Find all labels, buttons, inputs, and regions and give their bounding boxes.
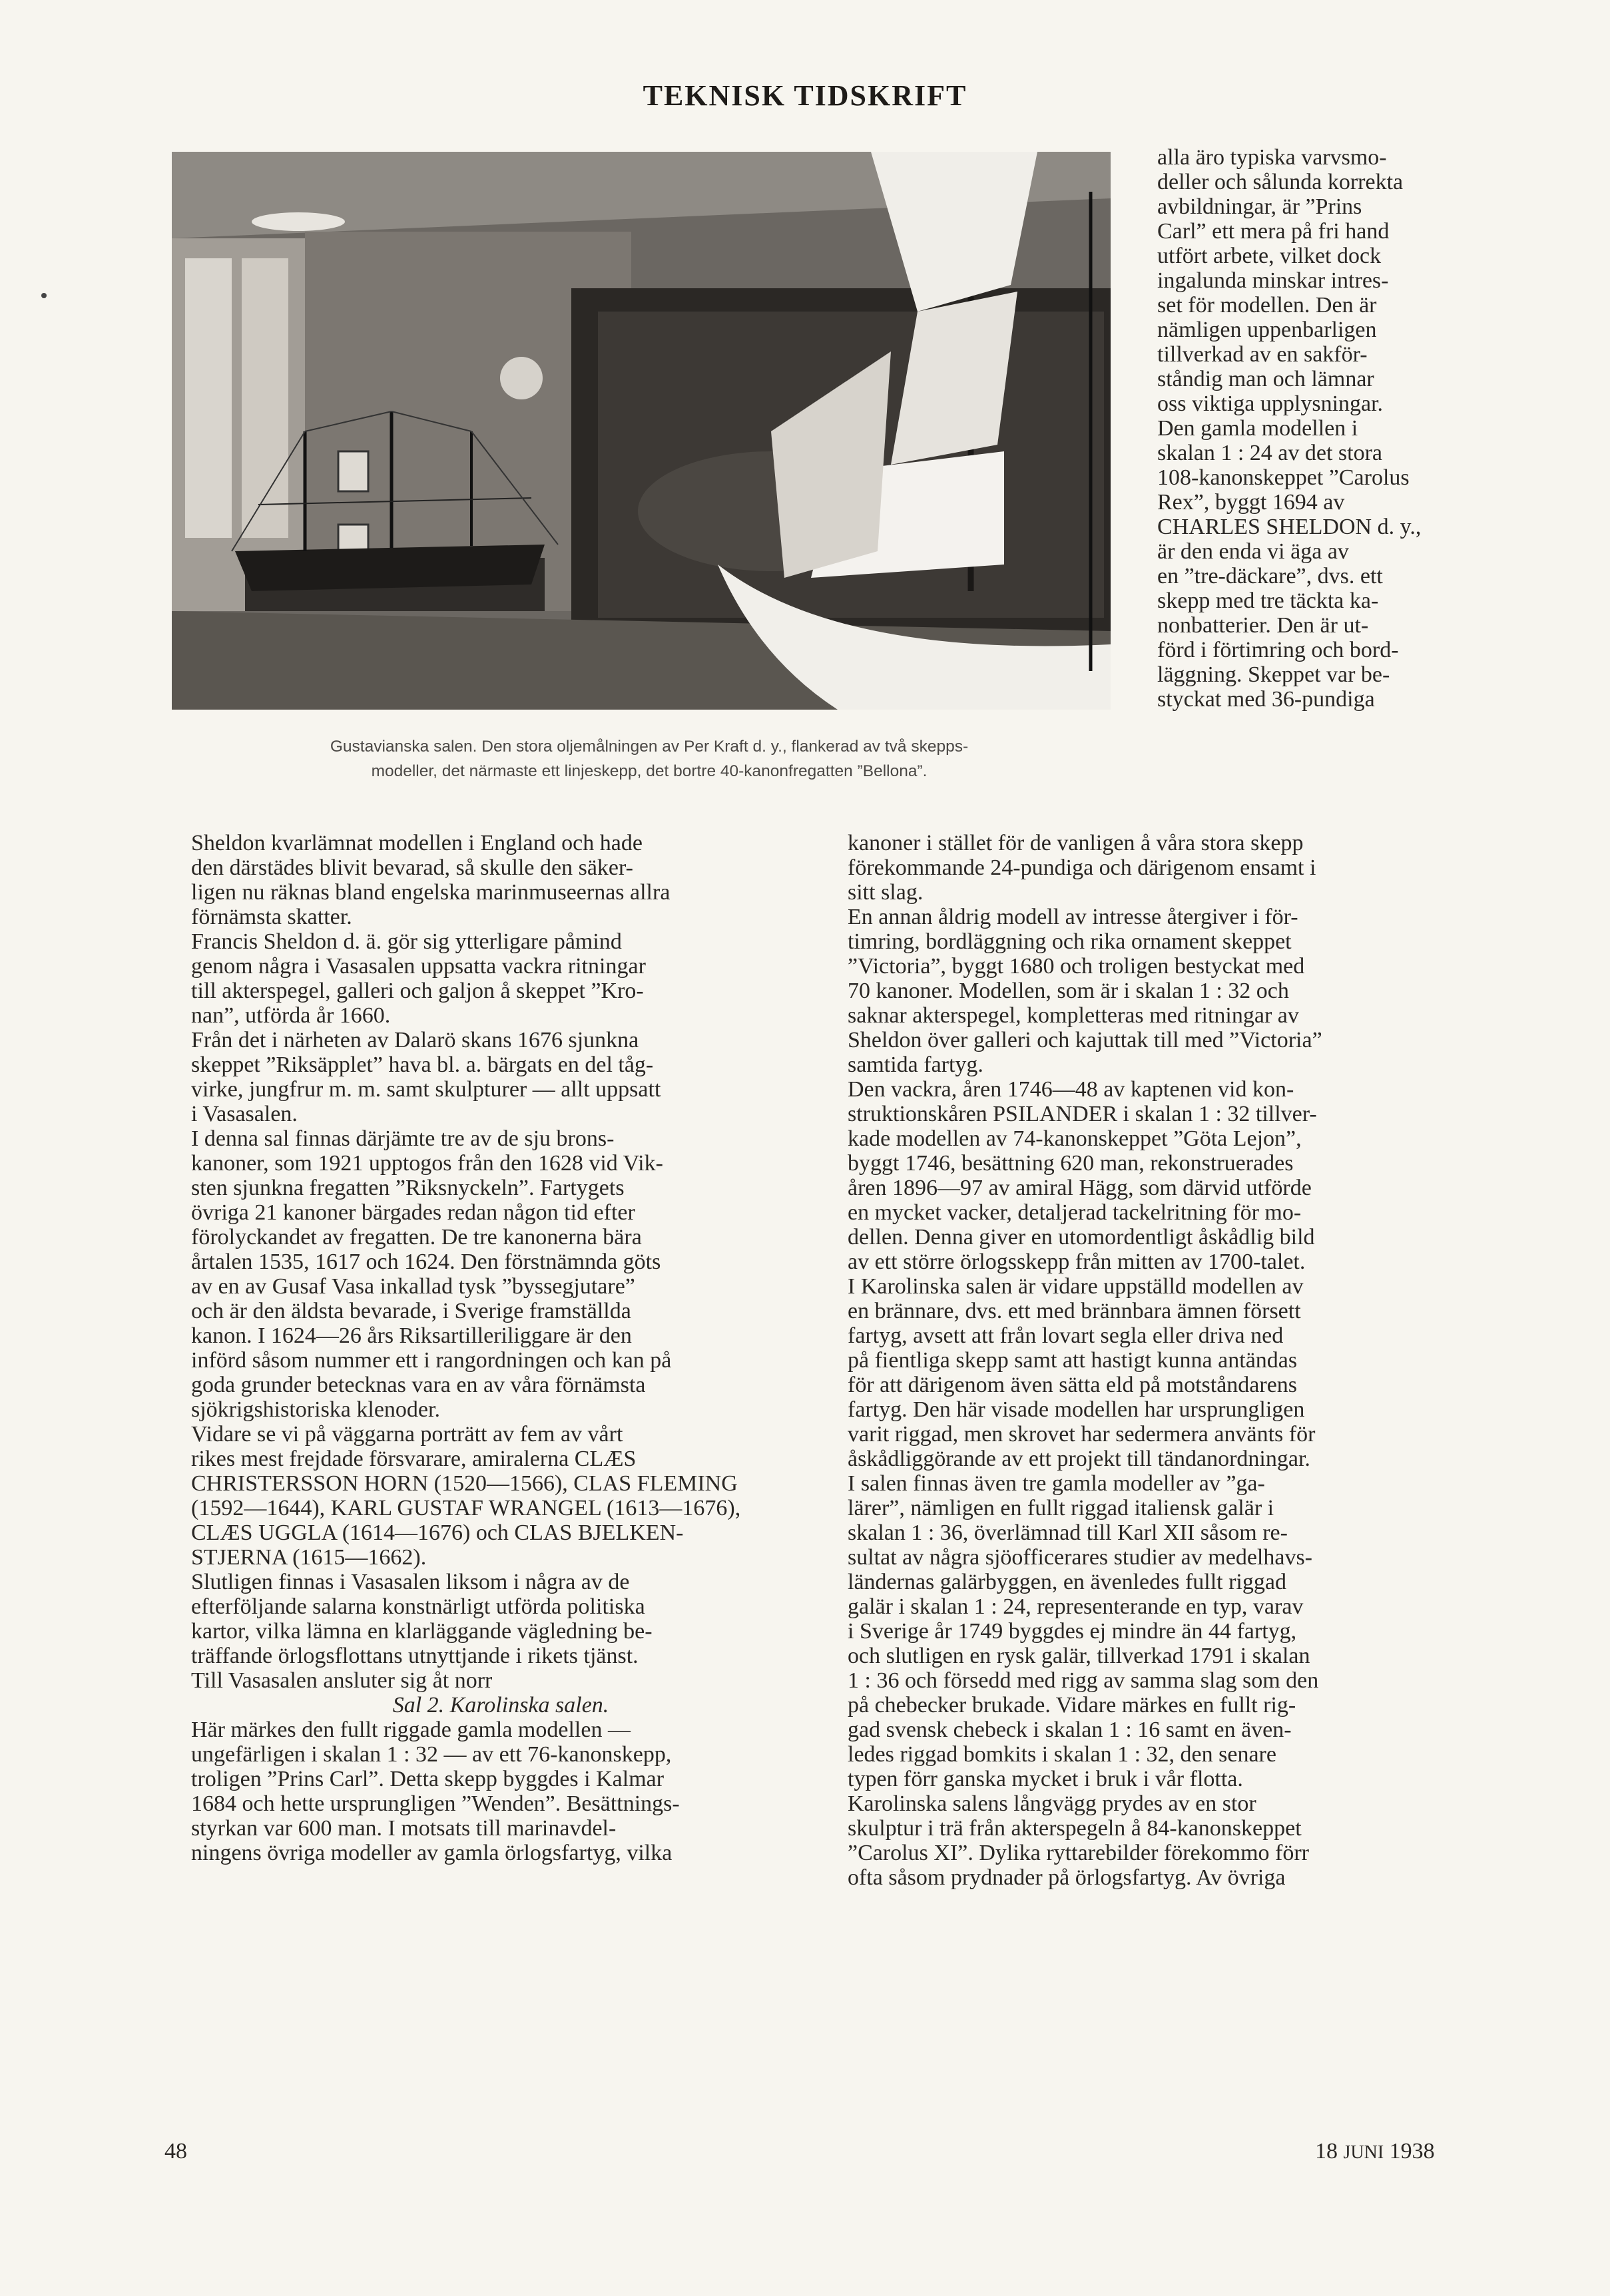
text-line: träffande örlogsflottans utnyttjande i rikets tjänst. (191, 1644, 639, 1668)
text-line: CHRISTERSSON HORN (1520—1566), CLAS FLEMING (191, 1471, 738, 1496)
text-line: saknar akterspegel, kompletteras med ritningar av (848, 1003, 1299, 1028)
issue-month: JUNI (1343, 2142, 1384, 2163)
text-line: avbildningar, är ”Prins (1157, 194, 1362, 219)
text-line: en brännare, dvs. ett med brännbara ämnen försett (848, 1299, 1301, 1323)
text-line: nonbatterier. Den är ut- (1157, 613, 1369, 638)
scan-speck (41, 293, 47, 298)
text-line: rikes mest frejdade försvarare, amiralerna CLÆS (191, 1447, 637, 1471)
text-line: set för modellen. Den är (1157, 293, 1377, 318)
text-line: Slutligen finnas i Vasasalen liksom i några av de (191, 1570, 630, 1594)
text-line: sjökrigshistoriska klenoder. (191, 1397, 440, 1422)
text-line: CHARLES SHELDON d. y., (1157, 515, 1422, 539)
issue-date (1315, 2139, 1435, 2164)
text-line: i Vasasalen. (191, 1102, 298, 1126)
text-line: den därstädes blivit bevarad, så skulle den säker- (191, 855, 633, 880)
text-line: skalan 1 : 24 av det stora (1157, 441, 1383, 465)
text-line: på fientliga skepp samt att hastigt kunna antändas (848, 1348, 1298, 1373)
text-line: och är den äldsta bevarade, i Sverige framställda (191, 1299, 631, 1323)
left-column (191, 831, 810, 1865)
text-line: ståndig man och lämnar (1157, 367, 1374, 391)
text-line: I salen finnas även tre gamla modeller av ”ga- (848, 1471, 1265, 1496)
text-line: åskådliggörande av ett projekt till tändanordningar. (848, 1447, 1310, 1471)
text-line: skulptur i trä från akterspegeln å 84-kanonskeppet (848, 1816, 1302, 1841)
right-column (848, 831, 1487, 1890)
text-line: en ”tre-däckare”, dvs. ett (1157, 564, 1383, 588)
text-line: varit riggad, men skrovet har sedermera använts för (848, 1422, 1316, 1447)
text-line: genom några i Vasasalen uppsatta vackra ritningar (191, 954, 646, 979)
text-line: I Karolinska salen är vidare uppställd modellen av (848, 1274, 1304, 1299)
text-line: skalan 1 : 36, överlämnad till Karl XII såsom re- (848, 1520, 1288, 1545)
text-line: Rex”, byggt 1694 av (1157, 490, 1345, 515)
text-line: en mycket vacker, detaljerad tackelritning för mo- (848, 1200, 1302, 1225)
text-line: övriga 21 kanoner bärgades redan någon tid efter (191, 1200, 635, 1225)
text-line: förnämsta skatter. (191, 905, 352, 929)
text-line: 1 : 36 och försedd med rigg av samma slag som den (848, 1668, 1319, 1693)
text-line: Från det i närheten av Dalarö skans 1676 sjunkna (191, 1028, 639, 1052)
caption-line-2: modeller, det närmaste ett linjeskepp, det bortre 40-kanonfregatten ”Bellona”. (371, 762, 928, 780)
text-line: timring, bordläggning och rika ornament skeppet (848, 929, 1292, 954)
text-line: styrkan var 600 man. I motsats till marinavdel- (191, 1816, 617, 1841)
text-line: samtida fartyg. (848, 1052, 983, 1077)
text-line: En annan åldrig modell av intresse återgiver i för- (848, 905, 1298, 929)
text-line: skepp med tre täckta ka- (1157, 588, 1379, 613)
text-line: styckat med 36-pundiga (1157, 687, 1375, 712)
issue-day: 18 (1315, 2139, 1338, 2164)
text-line: STJERNA (1615—1662). (191, 1545, 427, 1570)
issue-year: 1938 (1389, 2139, 1435, 2164)
text-line: förekommande 24-pundiga och därigenom ensamt i (848, 855, 1316, 880)
text-line: ledes riggad bomkits i skalan 1 : 32, den senare (848, 1742, 1276, 1767)
text-line: gad svensk chebeck i skalan 1 : 16 samt en även- (848, 1718, 1292, 1742)
text-line: Francis Sheldon d. ä. gör sig ytterligare påmind (191, 929, 622, 954)
text-line: i Sverige år 1749 byggdes ej mindre än 44 fartyg, (848, 1619, 1297, 1644)
text-line: Sheldon kvarlämnat modellen i England och hade (191, 831, 643, 855)
text-line: fartyg, avsett att från lovart segla eller driva ned (848, 1323, 1284, 1348)
text-line: nan”, utförda år 1660. (191, 1003, 391, 1028)
text-line: 1684 och hette ursprungligen ”Wenden”. Besättnings- (191, 1791, 680, 1816)
text-line: ofta såsom prydnader på örlogsfartyg. Av övriga (848, 1865, 1286, 1890)
text-line: utfört arbete, vilket dock (1157, 244, 1382, 268)
text-line: till akterspegel, galleri och galjon å skeppet ”Kro- (191, 979, 644, 1003)
text-line: Carl” ett mera på fri hand (1157, 219, 1390, 244)
text-line: ningens övriga modeller av gamla örlogsfartyg, vilka (191, 1841, 672, 1865)
text-line: Den gamla modellen i (1157, 416, 1358, 441)
caption-line-1: Gustavianska salen. Den stora oljemålningen av Per Kraft d. y., flankerad av två skepps- (330, 738, 969, 756)
text-line: förolyckandet av fregatten. De tre kanonerna bära (191, 1225, 642, 1250)
text-line: kartor, vilka lämna en klarläggande vägledning be- (191, 1619, 653, 1644)
text-line: fartyg. Den här visade modellen har ursprungligen (848, 1397, 1305, 1422)
text-line: I denna sal finnas därjämte tre av de sju brons- (191, 1126, 615, 1151)
text-line: ländernas galärbyggen, en ävenledes fullt riggad (848, 1570, 1286, 1594)
text-line: Här märkes den fullt riggade gamla modellen — (191, 1718, 631, 1742)
text-line: galär i skalan 1 : 24, representerande en typ, varav (848, 1594, 1304, 1619)
text-line: läggning. Skeppet var be- (1157, 662, 1390, 687)
text-line: årtalen 1535, 1617 och 1624. Den förstnämnda göts (191, 1250, 661, 1274)
text-line: för att därigenom även sätta eld på motståndarens (848, 1373, 1298, 1397)
text-line: förd i förtimring och bord- (1157, 638, 1399, 662)
text-line: kanoner i stället för de vanligen å våra stora skepp (848, 831, 1304, 855)
text-line: tillverkad av en sakför- (1157, 342, 1368, 367)
text-line: troligen ”Prins Carl”. Detta skepp byggdes i Kalmar (191, 1767, 665, 1791)
narrow-column (1157, 145, 1490, 712)
text-line: och slutligen en rysk galär, tillverkad 1791 i skalan (848, 1644, 1310, 1668)
text-line: struktionskåren PSILANDER i skalan 1 : 32 tillver- (848, 1102, 1317, 1126)
text-line: ”Victoria”, byggt 1680 och troligen bestyckat med (848, 954, 1305, 979)
photo-caption (166, 734, 1132, 784)
text-line: Sheldon över galleri och kajuttak till med ”Victoria” (848, 1028, 1322, 1052)
text-line: 108-kanonskeppet ”Carolus (1157, 465, 1410, 490)
text-line: 70 kanoner. Modellen, som är i skalan 1 : 32 och (848, 979, 1289, 1003)
photo-illustration (172, 152, 1111, 710)
text-line: sten sjunkna fregatten ”Riksnyckeln”. Fartygets (191, 1176, 625, 1200)
text-line: efterföljande salarna konstnärligt utförda politiska (191, 1594, 645, 1619)
text-line: ”Carolus XI”. Dylika ryttarebilder förekommo förr (848, 1841, 1309, 1865)
text-line: på chebecker brukade. Vidare märkes en fullt rig- (848, 1693, 1296, 1718)
text-line: deller och sålunda korrekta (1157, 170, 1404, 194)
text-line: är den enda vi äga av (1157, 539, 1349, 564)
text-line: införd såsom nummer ett i rangordningen och kan på (191, 1348, 672, 1373)
text-line: Vidare se vi på väggarna porträtt av fem av vårt (191, 1422, 623, 1447)
text-line: sitt slag. (848, 880, 924, 905)
text-line: alla äro typiska varvsmo- (1157, 145, 1387, 170)
text-line: åren 1896—97 av amiral Hägg, som därvid utförde (848, 1176, 1312, 1200)
text-line: ungefärligen i skalan 1 : 32 — av ett 76-kanonskepp, (191, 1742, 672, 1767)
text-line: sultat av några sjöofficerares studier av medelhavs- (848, 1545, 1312, 1570)
text-line: Till Vasasalen ansluter sig åt norr (191, 1668, 493, 1693)
text-line: dellen. Denna giver en utomordentligt åskådlig bild (848, 1225, 1315, 1250)
text-line: kanoner, som 1921 upptogos från den 1628 vid Vik- (191, 1151, 663, 1176)
text-line: kanon. I 1624—26 års Riksartilleriliggare är den (191, 1323, 632, 1348)
text-line: av en av Gusaf Vasa inkallad tysk ”byssegjutare” (191, 1274, 635, 1299)
page-number: 48 (164, 2139, 187, 2164)
journal-masthead: TEKNISK TIDSKRIFT (643, 79, 967, 112)
text-line: lärer”, nämligen en fullt riggad italiensk galär i (848, 1496, 1274, 1520)
text-line: byggt 1746, besättning 620 man, rekonstruerades (848, 1151, 1294, 1176)
text-line: oss viktiga upplysningar. (1157, 391, 1384, 416)
text-line: goda grunder betecknas vara en av våra förnämsta (191, 1373, 646, 1397)
text-line: kade modellen av 74-kanonskeppet ”Göta Lejon”, (848, 1126, 1302, 1151)
text-line: Karolinska salens långvägg prydes av en stor (848, 1791, 1256, 1816)
photo-gustavianska-salen (172, 152, 1111, 710)
text-line: ligen nu räknas bland engelska marinmuseernas allra (191, 880, 671, 905)
text-line: virke, jungfrur m. m. samt skulpturer — allt uppsatt (191, 1077, 661, 1102)
text-line: nämligen uppenbarligen (1157, 318, 1377, 342)
section-heading: Sal 2. Karolinska salen. (392, 1693, 609, 1718)
text-line: av ett större örlogsskepp från mitten av 1700-talet. (848, 1250, 1306, 1274)
text-line: CLÆS UGGLA (1614—1676) och CLAS BJELKEN- (191, 1520, 684, 1545)
text-line: typen förr ganska mycket i bruk i vår flotta. (848, 1767, 1243, 1791)
text-line: (1592—1644), KARL GUSTAF WRANGEL (1613—1676), (191, 1496, 741, 1520)
text-line: ingalunda minskar intres- (1157, 268, 1389, 293)
text-line: skeppet ”Riksäpplet” hava bl. a. bärgats en del tåg- (191, 1052, 654, 1077)
text-line: Den vackra, åren 1746—48 av kaptenen vid kon- (848, 1077, 1294, 1102)
